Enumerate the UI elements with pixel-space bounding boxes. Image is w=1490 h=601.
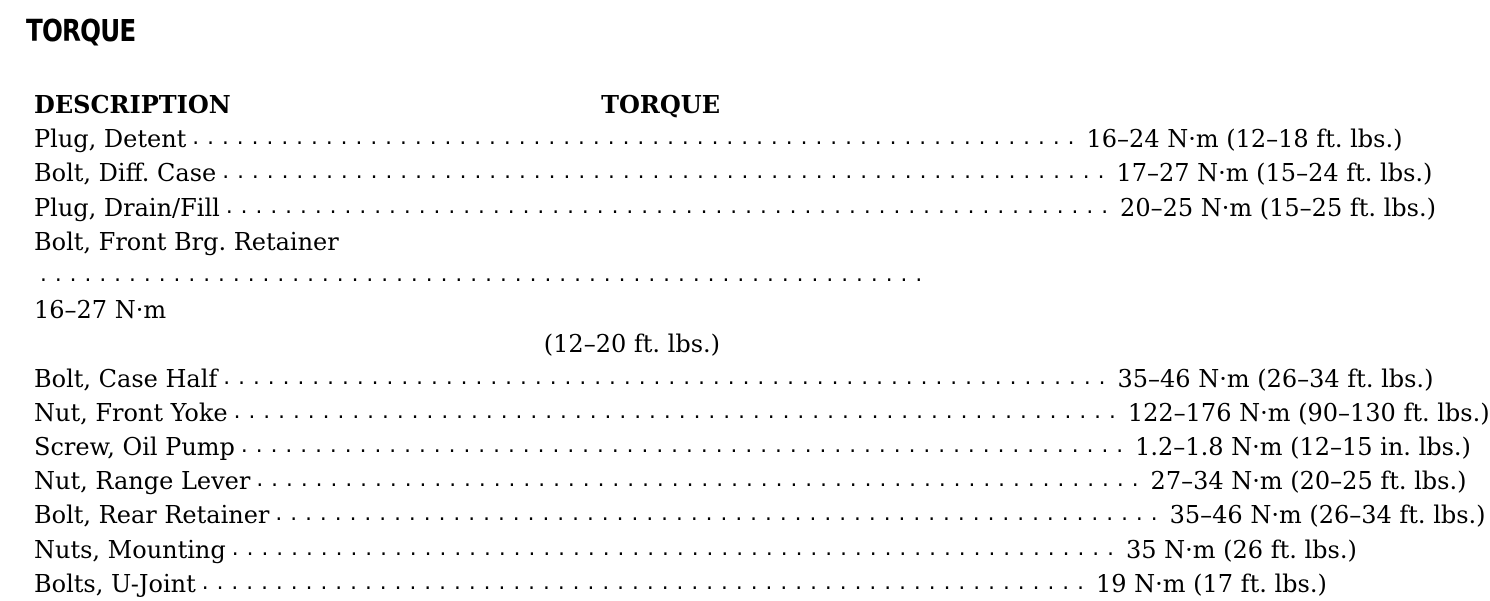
row-description: Bolts, U-Joint bbox=[34, 569, 196, 598]
dot-leader: ............................................................ bbox=[254, 470, 1145, 492]
description-column-header: DESCRIPTION bbox=[34, 90, 231, 119]
table-row bbox=[34, 396, 1490, 430]
dot-leader: ............................................................ bbox=[229, 538, 1120, 560]
table-row bbox=[34, 122, 1403, 156]
row-torque-value: 35 N·m (26 ft. lbs.) bbox=[1125, 535, 1357, 564]
row-torque-value: 20–25 N·m (15–25 ft. lbs.) bbox=[1120, 193, 1436, 222]
dot-leader: ............................................................ bbox=[38, 265, 929, 287]
row-description: Plug, Detent bbox=[34, 125, 187, 154]
page-title: TORQUE bbox=[26, 14, 136, 49]
row-torque-value: 16–24 N·m (12–18 ft. lbs.) bbox=[1086, 125, 1403, 154]
row-torque-value: 17–27 N·m (15–24 ft. lbs.) bbox=[1116, 159, 1433, 188]
table-row bbox=[34, 533, 1357, 567]
table-row bbox=[34, 156, 1433, 190]
torque-spec-table bbox=[34, 88, 1490, 601]
table-row bbox=[34, 362, 1434, 396]
row-torque-value: 35–46 N·m (26–34 ft. lbs.) bbox=[1169, 501, 1486, 530]
row-torque-value: 19 N·m (17 ft. lbs.) bbox=[1095, 569, 1327, 598]
row-torque-value: 27–34 N·m (20–25 ft. lbs.) bbox=[1150, 467, 1467, 496]
row-description: Bolt, Diff. Case bbox=[34, 159, 217, 188]
row-description: Screw, Oil Pump bbox=[34, 433, 235, 462]
row-description: Nut, Front Yoke bbox=[34, 398, 228, 427]
row-description: Nut, Range Lever bbox=[34, 467, 251, 496]
dot-leader: ............................................................ bbox=[221, 367, 1112, 389]
table-row bbox=[34, 191, 1436, 225]
dot-leader: ............................................................ bbox=[273, 504, 1164, 526]
row-torque-value: 1.2–1.8 N·m (12–15 in. lbs.) bbox=[1135, 433, 1471, 462]
torque-column-header: TORQUE bbox=[601, 90, 720, 119]
dot-leader: ............................................................ bbox=[199, 572, 1090, 594]
row-description: Plug, Drain/Fill bbox=[34, 193, 220, 222]
row-description: Bolt, Rear Retainer bbox=[34, 501, 270, 530]
table-header bbox=[34, 88, 720, 122]
row-torque-value: 122–176 N·m (90–130 ft. lbs.) bbox=[1127, 398, 1490, 427]
dot-leader: ............................................................ bbox=[223, 196, 1115, 218]
dot-leader: ............................................................ bbox=[190, 128, 1081, 150]
dot-leader: ............................................................ bbox=[220, 162, 1111, 184]
row-torque-value: 35–46 N·m (26–34 ft. lbs.) bbox=[1117, 364, 1434, 393]
row-description: Nuts, Mounting bbox=[34, 535, 226, 564]
table-row bbox=[34, 464, 1467, 498]
table-row bbox=[34, 225, 929, 362]
row-description: Bolt, Front Brg. Retainer bbox=[34, 227, 339, 256]
row-torque-value: 16–27 N·m bbox=[34, 296, 167, 325]
row-description: Bolt, Case Half bbox=[34, 364, 218, 393]
table-row bbox=[34, 498, 1486, 532]
dot-leader: ............................................................ bbox=[231, 401, 1122, 423]
table-row bbox=[34, 430, 1471, 464]
table-row bbox=[34, 567, 1327, 601]
dot-leader: ............................................................ bbox=[238, 436, 1130, 458]
row-torque-value-continued: (12–20 ft. lbs.) bbox=[543, 330, 720, 359]
